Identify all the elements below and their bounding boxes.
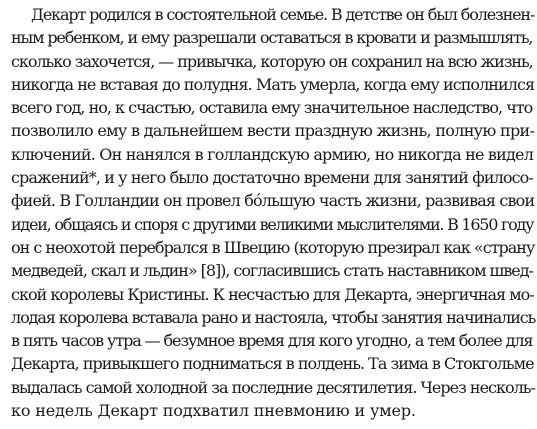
- text-page: [11, 3, 535, 422]
- line-text: ключений. Он нанялся в голландскую армию, но никогда не видел: [11, 144, 534, 164]
- line-text: ской королевы Кристины. К несчастью для Декарта, энергичная мо-: [11, 284, 534, 304]
- line-text: никогда не вставая до полудня. Мать умерла, когда ему исполнился: [11, 74, 535, 94]
- text-line: [11, 236, 535, 259]
- line-text: он с неохотой перебрался в Швецию (которую презирал как «страну: [11, 237, 535, 257]
- paragraph: [11, 3, 535, 422]
- line-text: в пять часов утра — безумное время для кого угодно, а тем более для: [11, 331, 533, 351]
- text-line: [11, 26, 535, 49]
- line-text: идеи, общаясь и споря с другими великими мыслителями. В 1650 году: [11, 214, 534, 234]
- line-text: всего год, но, к счастью, оставила ему значительное наследство, что: [11, 98, 533, 118]
- line-text: фией. В Голландии он провел бóльшую часть жизни, развивая свои: [11, 191, 535, 211]
- text-line: [11, 119, 535, 142]
- text-line: [11, 283, 535, 306]
- text-line: [11, 73, 535, 96]
- text-line: [11, 166, 535, 189]
- line-text: Декарт родился в состоятельной семье. В детстве он был болезнен-: [31, 5, 535, 24]
- line-text: Декарта, привыкшего подниматься в полдень. Та зима в Стокгольме: [11, 354, 534, 374]
- text-line: [11, 399, 535, 422]
- text-line: [11, 189, 535, 212]
- text-line: [11, 352, 535, 375]
- text-line: [11, 259, 535, 282]
- line-text: позволило ему в дальнейшем вести праздную жизнь, полную при-: [11, 121, 535, 141]
- text-line: [11, 306, 535, 329]
- line-text: сражений*, и у него было достаточно времени для занятий филосо-: [11, 168, 533, 188]
- text-line: [11, 329, 535, 352]
- line-text: ко недель Декарт подхватил пневмонию и умер.: [11, 401, 416, 421]
- text-line: [11, 96, 535, 119]
- text-line: [11, 376, 535, 399]
- line-text: ным ребенком, и ему разрешали оставаться в кровати и размышлять,: [11, 28, 533, 48]
- line-text: сколько захочется, — привычка, которую он сохранил на всю жизнь,: [11, 51, 533, 71]
- text-line: [11, 3, 535, 26]
- text-line: [11, 50, 535, 73]
- text-line: [11, 143, 535, 166]
- line-text: выдалась самой холодной за последние десятилетия. Через несколь-: [11, 377, 535, 397]
- line-text: лодая королева вставала рано и настояла, чтобы занятия начинались: [11, 307, 536, 327]
- text-line: [11, 213, 535, 236]
- line-text: медведей, скал и льдин» [8]), согласившись стать наставником швед-: [11, 261, 533, 281]
